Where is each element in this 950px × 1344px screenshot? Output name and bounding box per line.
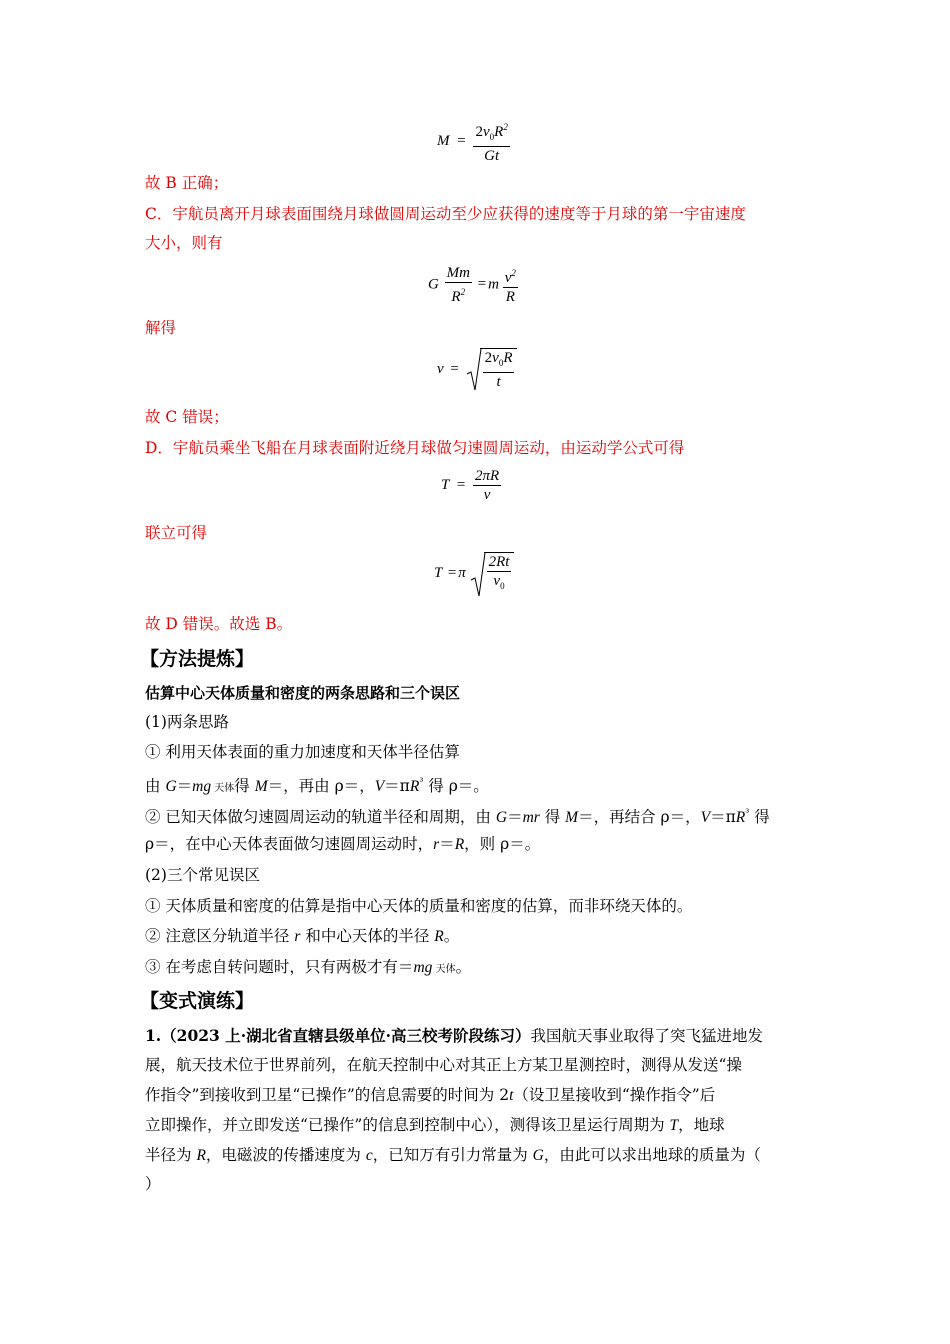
text-line: C．宇航员离开月球表面围绕月球做圆周运动至少应获得的速度等于月球的第一宇宙速度 <box>145 205 746 223</box>
formula-velocity: v = $\frac{2v_0R}{t}$ <box>437 348 517 391</box>
text-line: D．宇航员乘坐飞船在月球表面附近绕月球做匀速圆周运动，由运动学公式可得 <box>145 439 685 457</box>
formula-fraction: $\frac{2v_0R^2}{Gt}$ <box>473 118 509 165</box>
question-line: 立即操作，并立即发送“已操作”的信息到控制中心），测得该卫星运行周期为 T，地球 <box>145 1116 725 1134</box>
text-line: (2)三个常见误区 <box>145 866 260 884</box>
formula-gravity-balance: G $\frac{Mm}{R^2}$ = m $\frac{v^2}{R}$ <box>428 265 516 305</box>
method-subtitle: 估算中心天体质量和密度的两条思路和三个误区 <box>145 684 461 702</box>
text-line: 联立可得 <box>145 524 208 542</box>
formula-mass <box>437 118 510 165</box>
section-heading-variant: 【变式演练】 <box>140 990 255 1012</box>
question-line: 1.（2023 上·湖北省直辖县级单位·高三校考阶段练习）我国航天事业取得了突飞猛进地发 <box>145 1026 764 1045</box>
formula-period: T = $\frac{2\pi R}{v}$ <box>441 468 500 503</box>
sqrt-symbol: $\frac{2Rt}{v_0}$ <box>470 552 515 595</box>
text-line: ③ 在考虑自转问题时，只有两极才有＝mg 天体。 <box>145 958 472 976</box>
text-line: (1)两条思路 <box>145 713 229 731</box>
text-line: 故 C 错误； <box>145 408 229 426</box>
text-line: 由 G＝mg 天体得 M＝，再由 ρ＝，$V=\pi R^{^3}$ 得 ρ＝。 <box>145 777 489 796</box>
formula-symbol: M <box>437 132 450 149</box>
question-line: 作指令”到接收到卫星“已操作”的信息需要的时间为 2t（设卫星接收到“操作指令”后 <box>145 1086 716 1104</box>
question-line: 展，航天技术位于世界前列，在航天控制中心对其正上方某卫星测控时，测得从发送“操 <box>145 1056 742 1074</box>
text-line: ρ＝，在中心天体表面做匀速圆周运动时，r＝R，则 ρ＝。 <box>145 835 541 853</box>
text-line: 解得 <box>145 319 177 337</box>
text-line: ② 注意区分轨道半径 r 和中心天体的半径 R。 <box>145 927 460 945</box>
question-line: 半径为 R，电磁波的传播速度为 c，已知万有引力常量为 G，由此可以求出地球的质量为（ <box>145 1146 761 1164</box>
formula-equals: = <box>457 132 466 149</box>
text-line: ① 天体质量和密度的估算是指中心天体的质量和密度的估算，而非环绕天体的。 <box>145 897 693 915</box>
sqrt-symbol: $\frac{2v_0R}{t}$ <box>466 348 518 391</box>
text-line: ② 已知天体做匀速圆周运动的轨道半径和周期，由 G＝mr 得 M＝，再结合 ρ＝，$V=\pi R^{^3}$ 得 <box>145 808 770 827</box>
question-line: ） <box>145 1175 161 1193</box>
text-line: 故 B 正确； <box>145 174 229 192</box>
section-heading-method: 【方法提炼】 <box>140 648 255 670</box>
text-line: 故 D 错误。故选 B。 <box>145 615 293 633</box>
text-line: ① 利用天体表面的重力加速度和天体半径估算 <box>145 743 460 761</box>
formula-period-result: T = π $\frac{2Rt}{v_0}$ <box>434 552 514 595</box>
text-line: 大小，则有 <box>145 234 223 252</box>
